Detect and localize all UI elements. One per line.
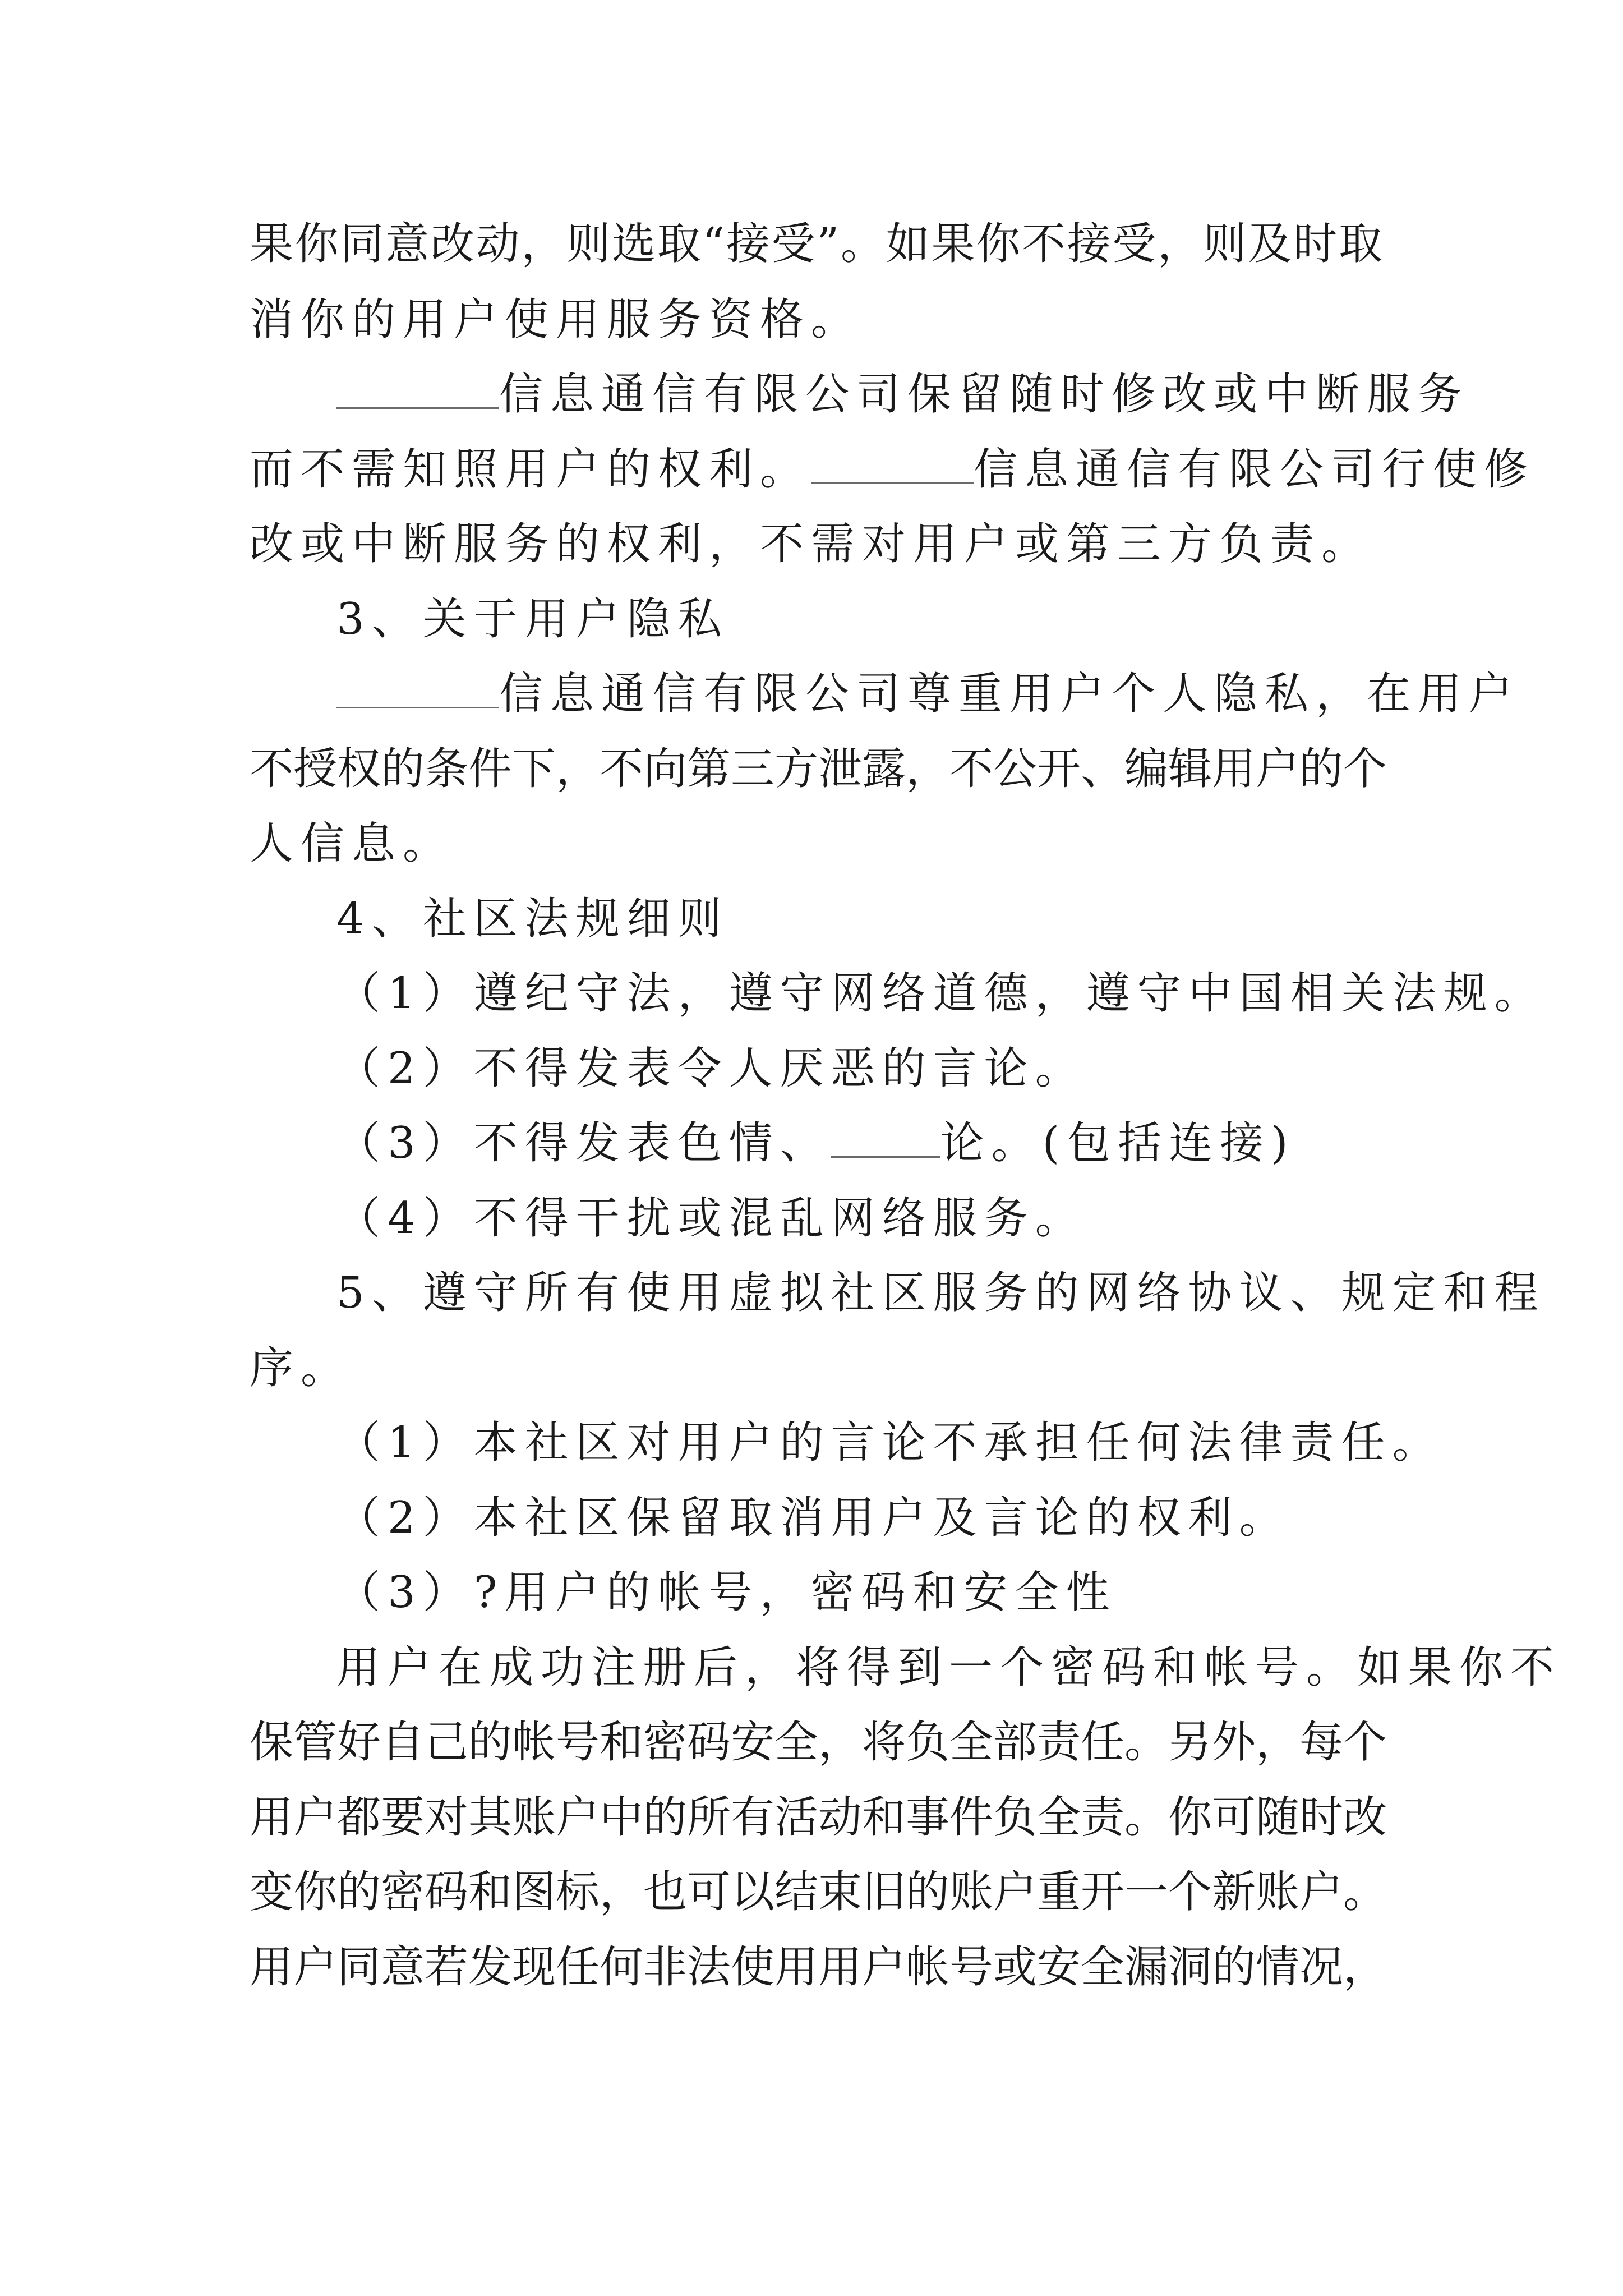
- paragraph-line: [336, 666, 1520, 722]
- paragraph-line: 用户在成功注册后，将得到一个密码和帐号。如果你不: [336, 1642, 1562, 1693]
- paragraph-line: 消你的用户使用服务资格。: [250, 295, 863, 345]
- paragraph-line: [336, 366, 1469, 422]
- paragraph-line: 人信息。: [250, 818, 454, 869]
- fill-in-blank: [831, 1116, 940, 1158]
- rule-item: （2）本社区保留取消用户及言论的权利。: [336, 1493, 1290, 1543]
- paragraph-line: 不授权的条件下，不向第三方泄露，不公开、编辑用户的个: [250, 744, 1387, 794]
- paragraph-text: 论。(包括连接): [940, 1118, 1295, 1168]
- paragraph-line: 保管好自己的帐号和密码安全，将负全部责任。另外，每个: [250, 1717, 1387, 1768]
- rule-item: （2）不得发表令人厌恶的言论。: [336, 1043, 1086, 1094]
- paragraph-text: 信息通信有限公司尊重用户个人隐私，在用户: [499, 669, 1520, 719]
- section-heading: 3、关于用户隐私: [336, 594, 729, 645]
- paragraph-line: 果你同意改动，则选取“接受”。如果你不接受，则及时取: [250, 219, 1382, 269]
- section-heading: 序。: [250, 1343, 352, 1393]
- paragraph-line: 用户同意若发现任何非法使用用户帐号或安全漏洞的情况，: [250, 1942, 1387, 1993]
- paragraph-text: 信息通信有限公司行使修: [974, 444, 1536, 495]
- fill-in-blank: [811, 442, 974, 484]
- section-heading: 5、遵守所有使用虚拟社区服务的网络协议、规定和程: [336, 1268, 1546, 1318]
- paragraph-text: 而不需知照用户的权利。: [250, 444, 811, 495]
- section-heading: 4、社区法规细则: [336, 894, 729, 944]
- paragraph-line: 改或中断服务的权利，不需对用户或第三方负责。: [250, 519, 1373, 569]
- paragraph-text: 信息通信有限公司保留随时修改或中断服务: [499, 369, 1469, 420]
- paragraph-line: 变你的密码和图标，也可以结束旧的账户重开一个新账户。: [250, 1867, 1387, 1917]
- rule-item: （4）不得干扰或混乱网络服务。: [336, 1193, 1086, 1244]
- fill-in-blank: [336, 367, 499, 409]
- paragraph-line: [250, 441, 1535, 498]
- rule-item: （1）本社区对用户的言论不承担任何法律责任。: [336, 1418, 1444, 1468]
- paragraph-line: 用户都要对其账户中的所有活动和事件负全责。你可随时改: [250, 1792, 1387, 1843]
- fill-in-blank: [336, 666, 499, 708]
- paragraph-text: （3）不得发表色情、: [336, 1118, 831, 1168]
- rule-item: [336, 1115, 1295, 1171]
- rule-item: （1）遵纪守法，遵守网络道德，遵守中国相关法规。: [336, 968, 1546, 1019]
- rule-item: （3）?用户的帐号，密码和安全性: [336, 1567, 1117, 1618]
